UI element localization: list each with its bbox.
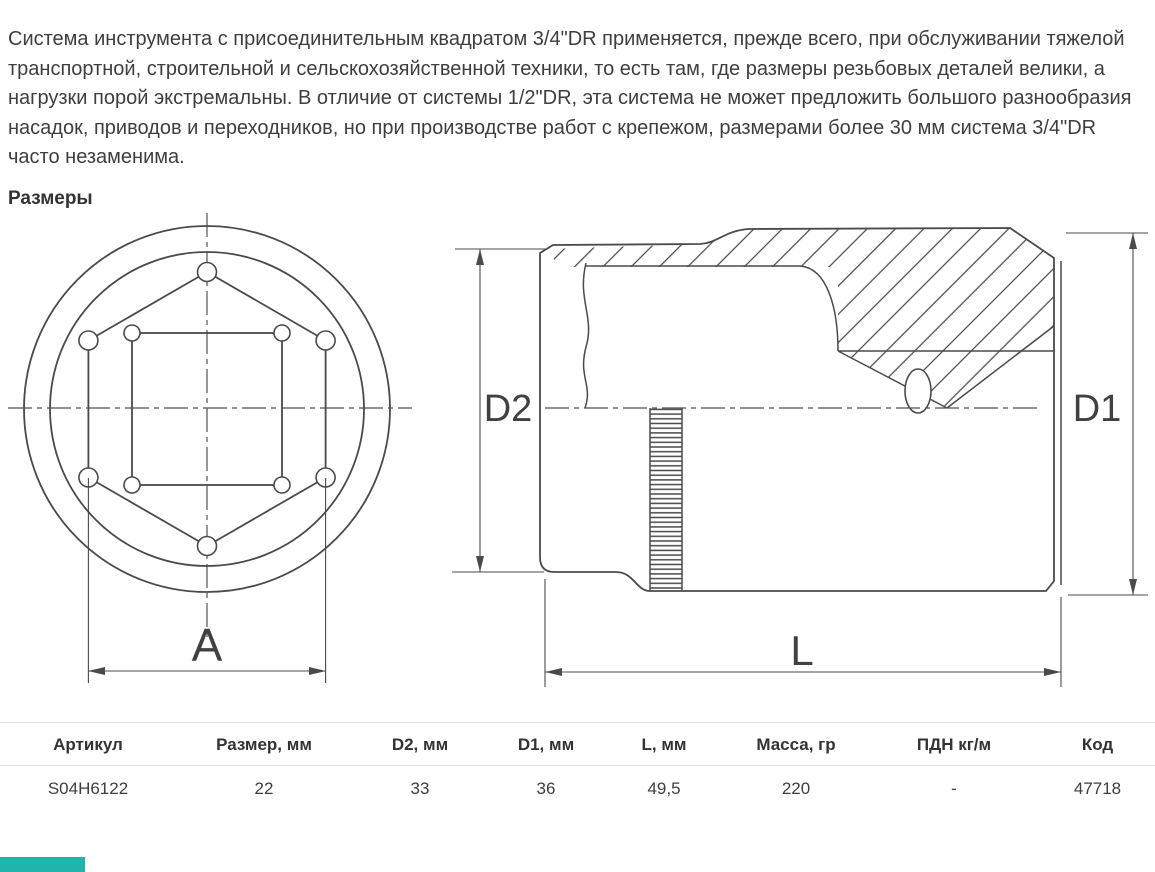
cell-code: 47718 (1073, 779, 1122, 798)
column-header-size: Размер, мм (176, 723, 352, 766)
cell-size: 22 (254, 779, 274, 798)
column-header-code: Код (1040, 723, 1155, 766)
d1-dimension-label: D1 (1072, 388, 1122, 430)
l-dimension-label: L (790, 627, 814, 674)
cell-d1: 36 (536, 779, 556, 798)
a-dimension-label: A (191, 619, 223, 671)
column-header-mass: Масса, гр (724, 723, 868, 766)
column-header-d1: D1, мм (488, 723, 604, 766)
front-view (8, 213, 412, 683)
cell-d2: 33 (410, 779, 430, 798)
column-header-d2: D2, мм (352, 723, 488, 766)
section-title: Размеры (8, 187, 93, 209)
column-header-l: L, мм (604, 723, 724, 766)
column-header-pdn: ПДН кг/м (868, 723, 1040, 766)
bottom-accent-bar (0, 857, 85, 872)
cell-pdn: - (951, 779, 957, 798)
table-header-row (0, 723, 1155, 766)
cell-mass: 220 (781, 779, 811, 798)
spec-table (0, 722, 1155, 812)
cell-l: 49,5 (647, 779, 681, 798)
cell-article: S04H6122 (47, 779, 129, 798)
intro-paragraph: Система инструмента с присоединительным квадратом 3/4"DR применяется, прежде всего, при обслуживании тяжелой транспортной, строительной и сельскохозяйственной техники, то есть там, где размеры резьбовых деталей велики, а нагрузки порой экстремальны. В отличие от системы 1/2"DR, эта система не может предложить большого разнообразия насадок, приводов и переходников, но при производстве работ с крепежом, размерами более 30 мм система 3/4"DR часто незаменима. (8, 28, 1132, 168)
d2-dimension-label: D2 (483, 388, 533, 430)
dimension-diagram (0, 205, 1155, 705)
cross-section-view (452, 228, 1148, 687)
table-row (0, 766, 1155, 813)
column-header-article: Артикул (0, 723, 176, 766)
